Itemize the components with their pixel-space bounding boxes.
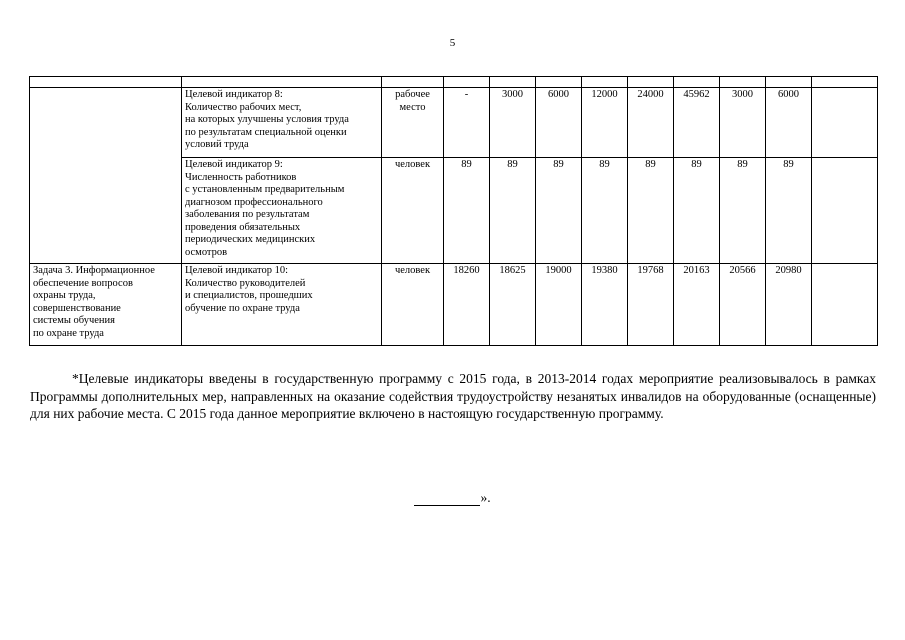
footnote-text: *Целевые индикаторы введены в государственную программу с 2015 года, в 2013-2014 годах мероприятие реализовывалось в рамках Программы дополнительных мер, направленных на оказание содействия трудоустройству незанятых инвалидов на оборудованные (оснащенные) для них рабочие места. С 2015 года данное мероприятие включено в настоящую государственную программу. [30, 371, 876, 421]
table-cell [674, 77, 720, 88]
value-cell: 89 [444, 158, 490, 264]
table-cell [444, 77, 490, 88]
indicators-table [29, 76, 878, 346]
task-cell: Задача 3. Информационное обеспечение вопросов охраны труда, совершенствование системы обучения по охране труда [30, 264, 182, 346]
value-cell: 18625 [490, 264, 536, 346]
table-cell [382, 77, 444, 88]
value-cell: 20163 [674, 264, 720, 346]
value-cell: 3000 [720, 88, 766, 158]
table-header-row [30, 77, 878, 88]
value-cell: 19768 [628, 264, 674, 346]
indicator-cell: Целевой индикатор 10: Количество руководителей и специалистов, прошедших обучение по охране труда [182, 264, 382, 346]
table-cell [536, 77, 582, 88]
table-row [30, 88, 878, 158]
value-cell: 6000 [536, 88, 582, 158]
value-cell: 12000 [582, 88, 628, 158]
value-cell: 20980 [766, 264, 812, 346]
closing-quote: ». [480, 490, 491, 505]
value-cell: 20566 [720, 264, 766, 346]
value-cell [812, 158, 878, 264]
table-cell [628, 77, 674, 88]
value-cell: 89 [674, 158, 720, 264]
value-cell: 45962 [674, 88, 720, 158]
unit-cell: человек [382, 264, 444, 346]
value-cell: 89 [490, 158, 536, 264]
value-cell [812, 264, 878, 346]
task-cell [30, 88, 182, 264]
value-cell: - [444, 88, 490, 158]
value-cell: 6000 [766, 88, 812, 158]
table-cell [182, 77, 382, 88]
value-cell: 89 [536, 158, 582, 264]
closing-line [0, 490, 905, 506]
value-cell: 24000 [628, 88, 674, 158]
value-cell: 18260 [444, 264, 490, 346]
value-cell: 19380 [582, 264, 628, 346]
footnote [30, 370, 876, 423]
indicator-cell: Целевой индикатор 9: Численность работников с установленным предварительным диагнозом профессионального заболевания по результатам проведения обязательных периодических медицинских осмотров [182, 158, 382, 264]
signature-blank [414, 491, 480, 506]
table-cell [490, 77, 536, 88]
table-cell [30, 77, 182, 88]
indicator-cell: Целевой индикатор 8: Количество рабочих мест, на которых улучшены условия труда по результатам специальной оценки условий труда [182, 88, 382, 158]
value-cell: 89 [582, 158, 628, 264]
value-cell: 3000 [490, 88, 536, 158]
value-cell: 89 [720, 158, 766, 264]
table-cell [766, 77, 812, 88]
value-cell: 89 [766, 158, 812, 264]
page-number: 5 [449, 37, 456, 49]
table-cell [812, 77, 878, 88]
table-cell [582, 77, 628, 88]
table-cell [720, 77, 766, 88]
unit-cell: человек [382, 158, 444, 264]
value-cell [812, 88, 878, 158]
value-cell: 89 [628, 158, 674, 264]
table-row [30, 264, 878, 346]
unit-cell: рабочее место [382, 88, 444, 158]
value-cell: 19000 [536, 264, 582, 346]
